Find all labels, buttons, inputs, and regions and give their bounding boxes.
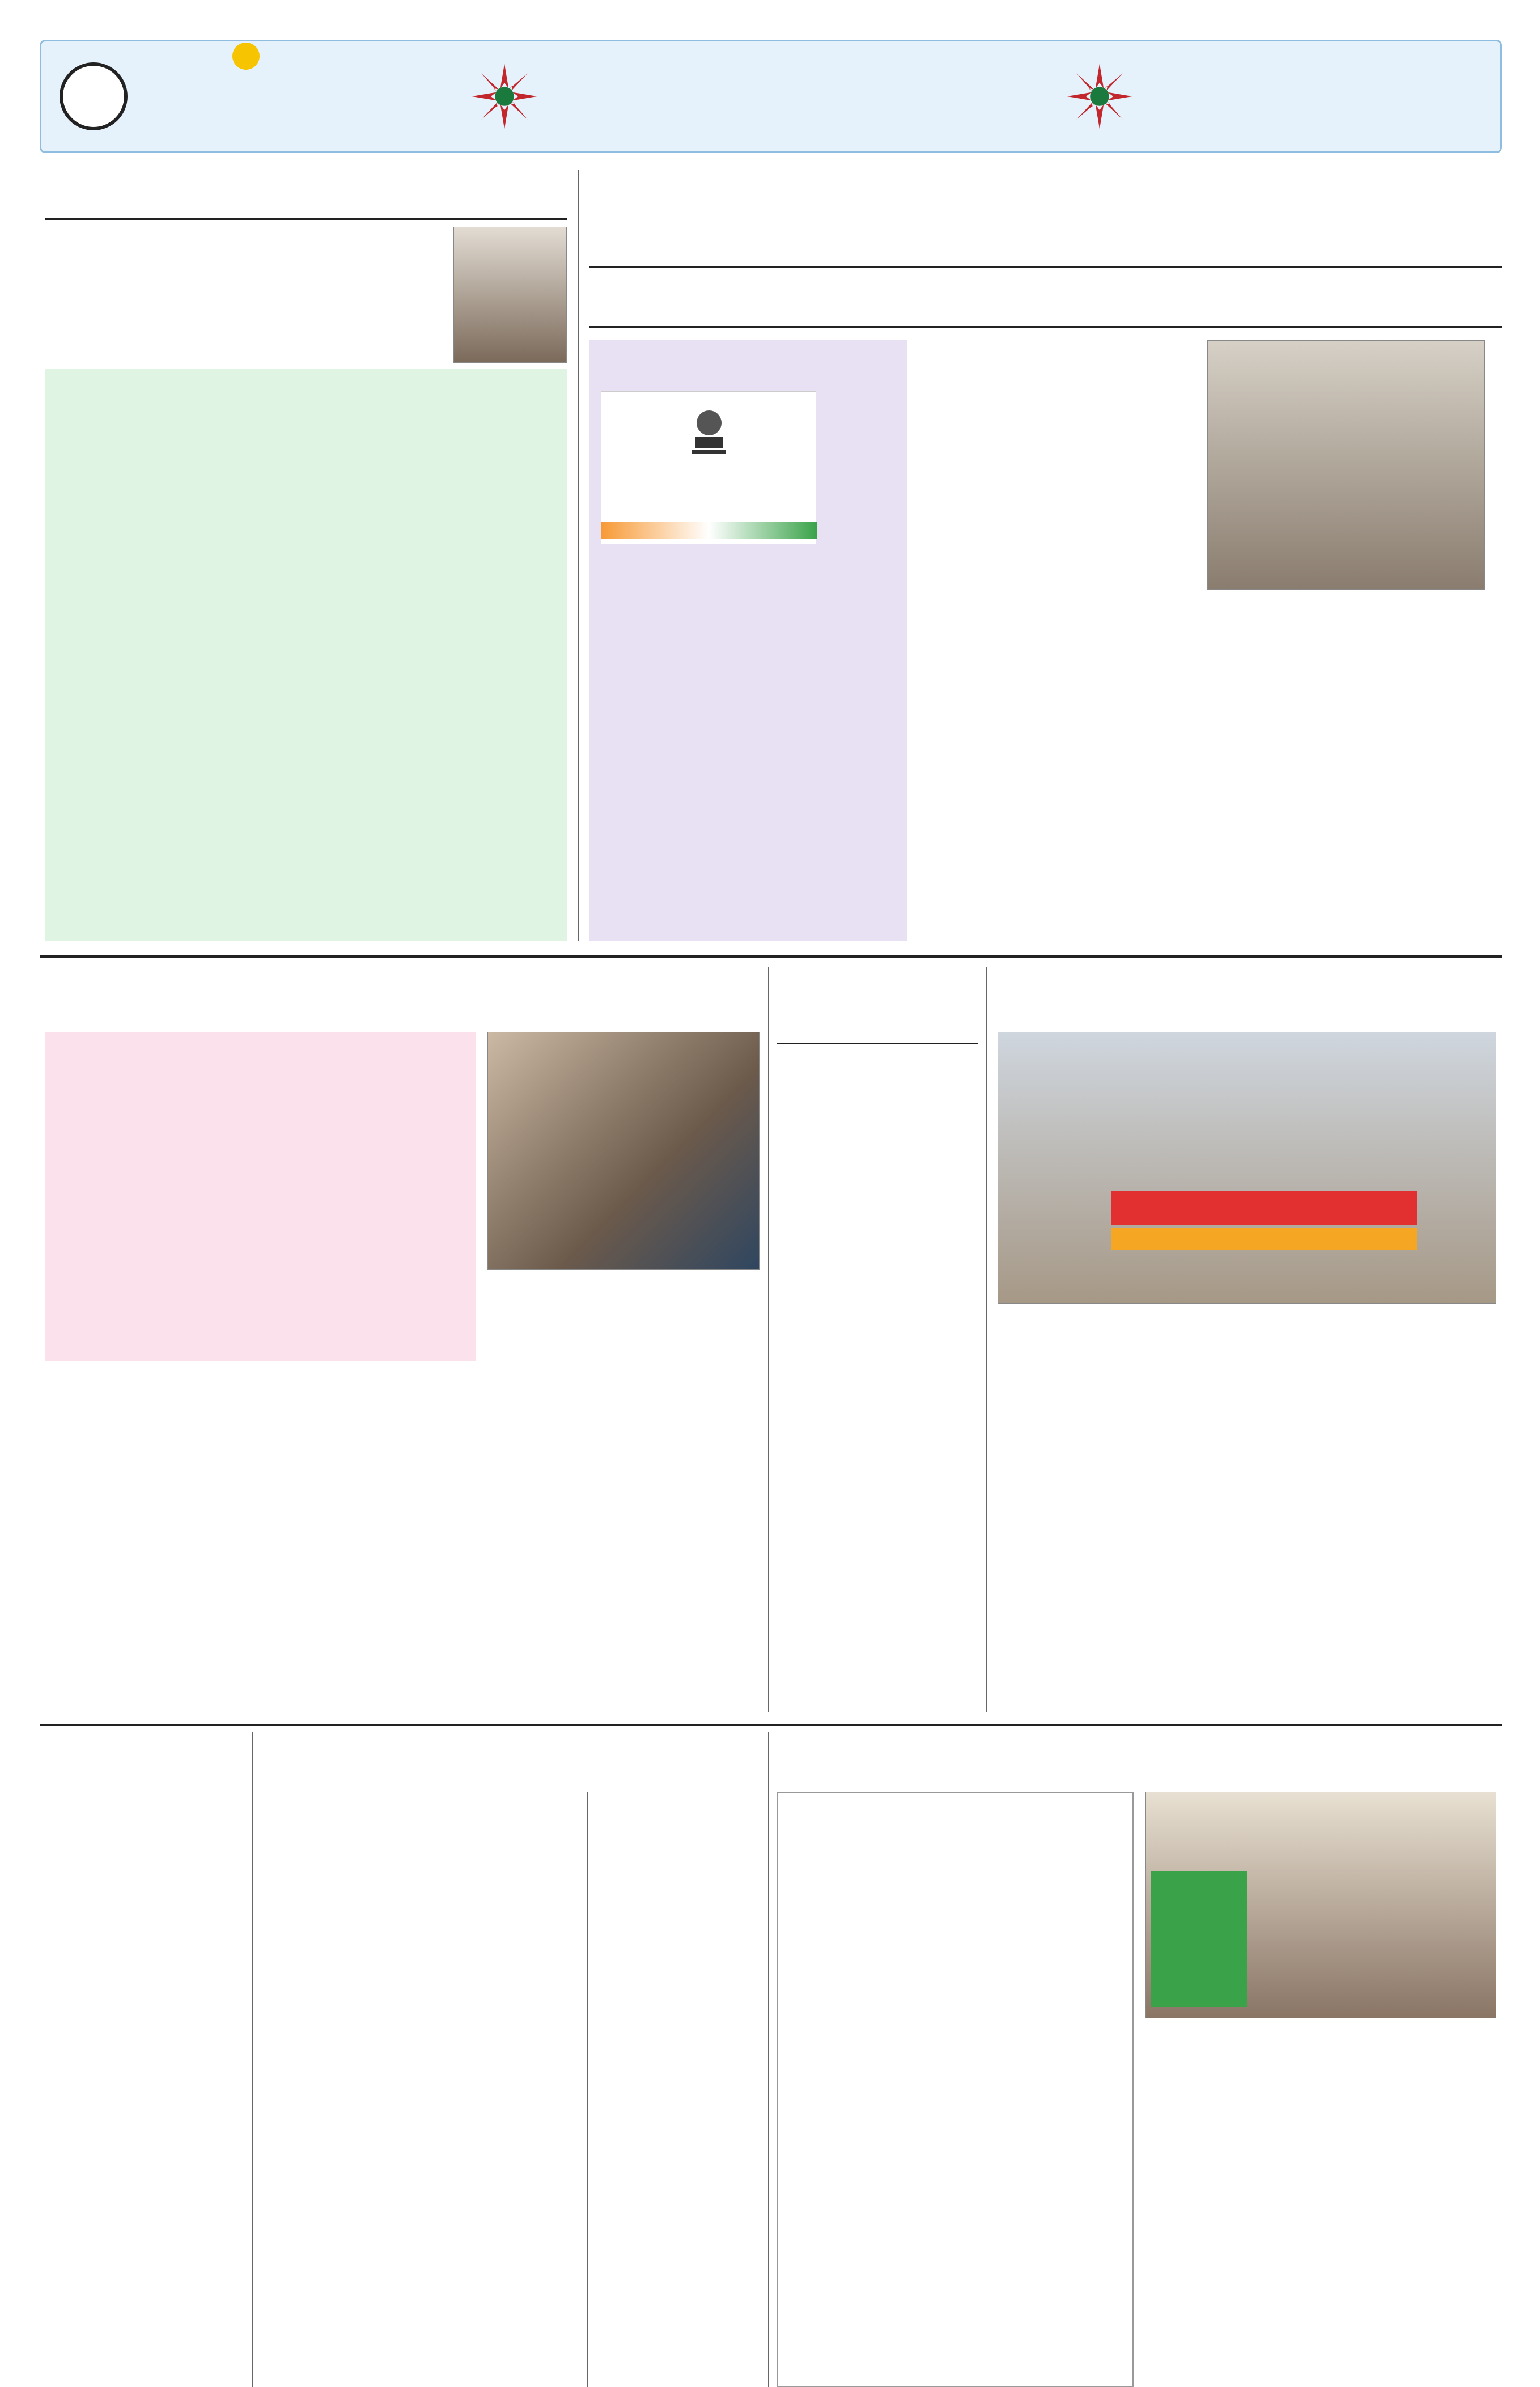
ladli-body: [1145, 2047, 1496, 2387]
gujarat-body: [261, 1860, 578, 2387]
page-number: [60, 62, 128, 130]
divider: [777, 1043, 978, 1044]
lalqila-body: [45, 1795, 244, 2387]
lead-headline: [589, 170, 1502, 255]
divider: [589, 266, 1502, 268]
district-dateline: [964, 1854, 1125, 1871]
sahara-emblem-icon: [470, 62, 538, 130]
lalqila-dateline: [102, 1775, 244, 1792]
tricolor-strip: [601, 522, 817, 539]
mha-body-side: [822, 411, 901, 544]
hsc-body: [595, 1812, 760, 2387]
lead-body-col2: [918, 340, 1196, 941]
rahul-body-2: [54, 437, 558, 936]
poster-banner: [1111, 1191, 1417, 1225]
gujarat-dateline: [419, 1840, 578, 1857]
rahul-gandhi-photo: [453, 227, 567, 363]
leaders-photo-caption: [487, 1273, 760, 1289]
column-divider: [587, 1792, 588, 2387]
gujarat-headline: [261, 1792, 578, 1837]
divider: [45, 218, 567, 220]
afghan-body-col2: [45, 1372, 476, 1712]
hsc-dateline: [595, 1792, 760, 1809]
rahul-body: [45, 227, 442, 363]
column-divider: [252, 1732, 253, 2387]
lalqila-headline: [45, 1732, 244, 1772]
lead-body-col1: [1207, 618, 1485, 941]
afghan-body-col1: [487, 1296, 760, 1712]
leaders-photo: [487, 1032, 760, 1270]
column-divider: [768, 1732, 769, 2387]
column-divider: [768, 967, 769, 1712]
neet-body: [777, 1069, 978, 1712]
section-title: [1251, 57, 1489, 142]
mha-body: [601, 553, 901, 938]
poster-banner-sub: [1111, 1228, 1417, 1250]
row-divider: [40, 1724, 1502, 1726]
row-divider: [40, 955, 1502, 958]
poster-street-photo: [998, 1032, 1496, 1304]
rahul-headline: [45, 170, 567, 215]
paper-logo: [147, 45, 340, 153]
rahul-subhead: [54, 374, 558, 408]
national-emblem-icon: [686, 397, 732, 460]
sahara-emblem-icon: [1066, 62, 1134, 130]
rajnath-singh-photo: [1207, 340, 1485, 590]
ladli-headline: [777, 1732, 1502, 1783]
divider: [589, 326, 1502, 328]
neet-headline: [777, 967, 978, 1040]
lead-dateline: [1287, 595, 1485, 612]
mha-headline: [598, 343, 898, 383]
column-divider: [578, 170, 579, 941]
district-headline: [785, 1797, 1125, 1848]
ladli-dateline: [1332, 2027, 1496, 2044]
airspace-subhead: [54, 1035, 468, 1069]
lead-subhead: [589, 275, 1502, 320]
mha-logo: [601, 391, 816, 544]
airspace-body: [54, 1074, 468, 1358]
naam-dateline: [1332, 1315, 1496, 1332]
rahul-dateline-2: [397, 414, 558, 431]
naam-headline: [969, 967, 1502, 1018]
neet-dateline: [833, 1049, 978, 1066]
afghan-headline: [45, 967, 760, 1023]
mha-dateline: [822, 391, 901, 408]
column-divider: [986, 967, 987, 1712]
ladli-scheme-banner: [1151, 1871, 1247, 2007]
district-body: [785, 1874, 1125, 2384]
naam-body: [998, 1338, 1496, 1712]
hsc-headline: [261, 1732, 760, 1783]
logo-badge: [232, 43, 260, 70]
